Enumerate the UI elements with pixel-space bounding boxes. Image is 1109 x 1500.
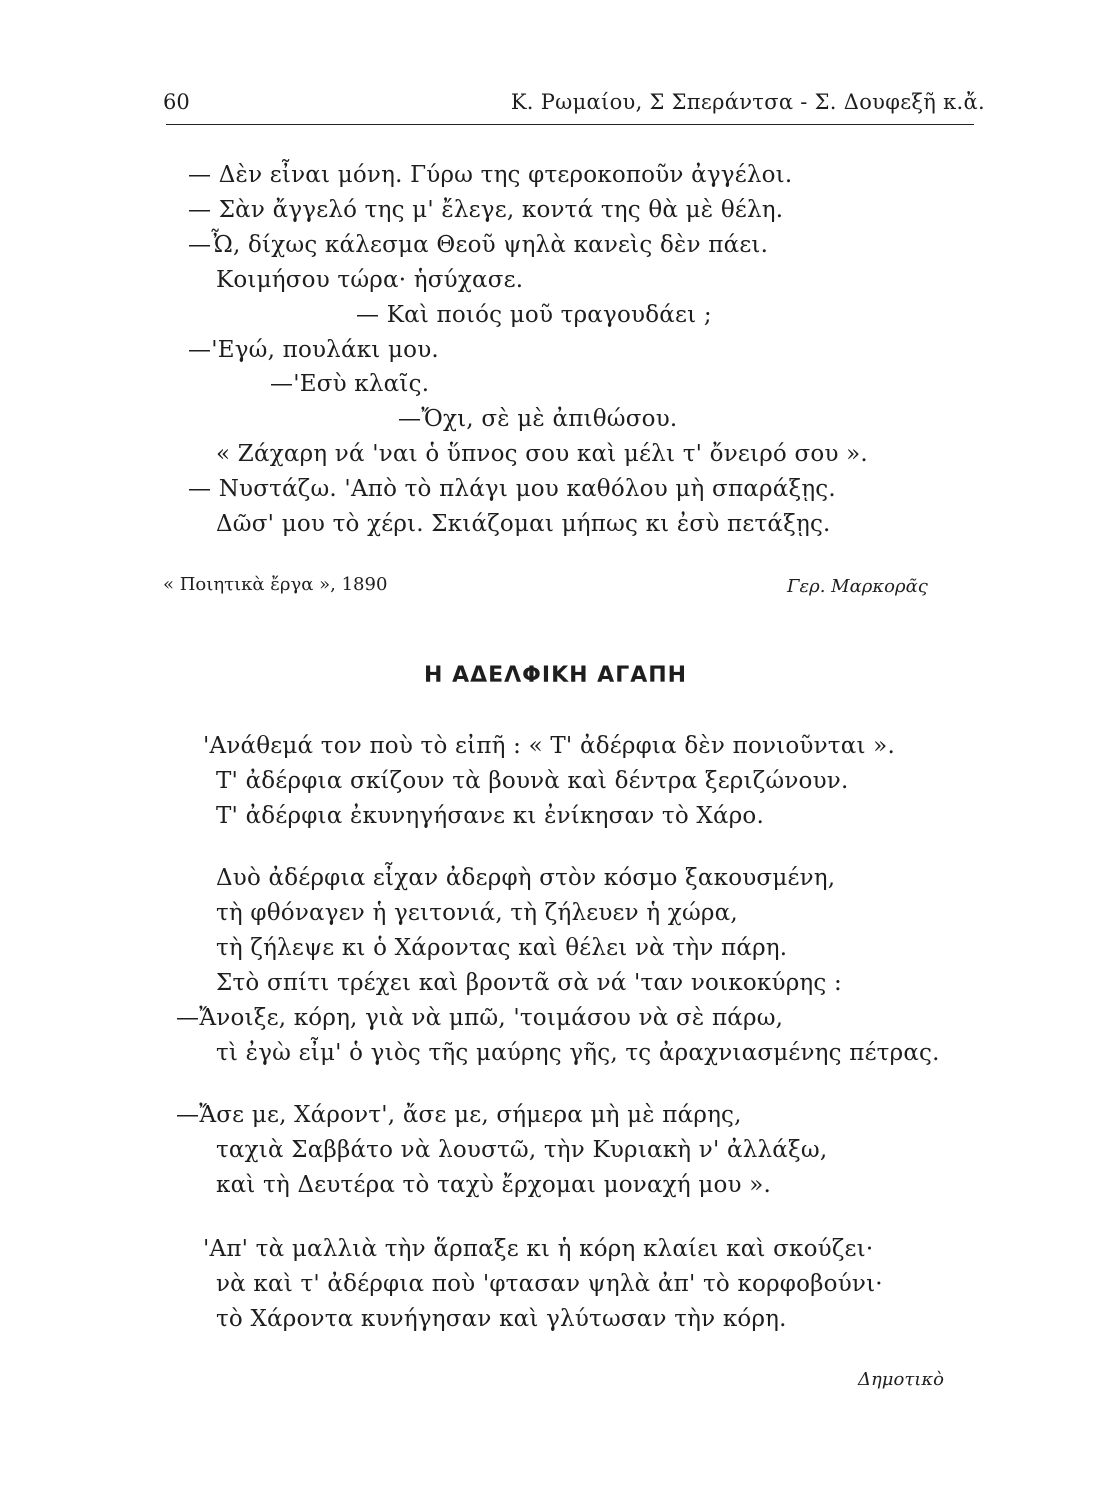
poem-source: « Ποιητικὰ ἔργα », 1890: [163, 574, 388, 595]
poem-line: τὶ ἐγὼ εἶμ' ὁ γιὸς τῆς μαύρης γῆς, τς ἀραχνιασμένης πέτρας.: [216, 1040, 940, 1066]
header-rule: [166, 124, 974, 125]
poem-line: Τ' ἀδέρφια ἐκυνηγήσανε κι ἐνίκησαν τὸ Χάρο.: [216, 803, 764, 829]
page-number: 60: [163, 90, 190, 114]
poem-line: —Ὦ, δίχως κάλεσμα Θεοῦ ψηλὰ κανεὶς δὲν πάει.: [188, 232, 769, 258]
poem-line: 'Ανάθεμά τον ποὺ τὸ εἰπῆ : « Τ' ἀδέρφια δὲν πονιοῦνται ».: [203, 733, 895, 759]
poem-line: 'Απ' τὰ μαλλιὰ τὴν ἅρπαξε κι ἡ κόρη κλαίει καὶ σκούζει·: [203, 1236, 874, 1262]
poem-line: τὸ Χάροντα κυνήγησαν καὶ γλύτωσαν τὴν κόρη.: [216, 1306, 787, 1332]
poem-line: —'Εσὺ κλαῖς.: [270, 371, 430, 397]
poem-line: τὴ φθόναγεν ἡ γειτονιά, τὴ ζήλευεν ἡ χώρα,: [216, 900, 738, 926]
poem-line: καὶ τὴ Δευτέρα τὸ ταχὺ ἔρχομαι μοναχή μου ».: [216, 1172, 771, 1198]
poem-line: —Ἄνοιξε, κόρη, γιὰ νὰ μπῶ, 'τοιμάσου νὰ σὲ πάρω,: [176, 1005, 784, 1031]
poem-line: « Ζάχαρη νά 'ναι ὁ ὕπνος σου καὶ μέλι τ' ὄνειρό σου ».: [216, 441, 868, 467]
poem-line: Τ' ἀδέρφια σκίζουν τὰ βουνὰ καὶ δέντρα ξεριζώνουν.: [216, 768, 849, 794]
poem-line: —Ἄσε με, Χάροντ', ἄσε με, σήμερα μὴ μὲ πάρης,: [176, 1102, 742, 1128]
poem-line: νὰ καὶ τ' ἀδέρφια ποὺ 'φτασαν ψηλὰ ἀπ' τὸ κορφοβούνι·: [216, 1271, 883, 1297]
poem-author: Γερ. Μαρκορᾶς: [787, 576, 928, 597]
poem-line: —'Εγώ, πουλάκι μου.: [188, 337, 439, 363]
running-header: Κ. Ρωμαίου, Σ Σπεράντσα - Σ. Δουφεξῆ κ.ἄ.: [510, 90, 985, 114]
poem-line: τὴ ζήλεψε κι ὁ Χάροντας καὶ θέλει νὰ τὴν πάρη.: [216, 935, 788, 961]
poem-line: Κοιμήσου τώρα· ἡσύχασε.: [216, 267, 524, 293]
poem-line: Δυὸ ἀδέρφια εἶχαν ἀδερφὴ στὸν κόσμο ξακουσμένη,: [216, 865, 836, 891]
poem-line: ταχιὰ Σαββάτο νὰ λουστῶ, τὴν Κυριακὴ ν' ἀλλάξω,: [216, 1137, 828, 1163]
poem-line: — Δὲν εἶναι μόνη. Γύρω της φτεροκοποῦν ἀγγέλοι.: [188, 162, 793, 188]
poem-line: — Καὶ ποιός μοῦ τραγουδάει ;: [356, 302, 712, 328]
section-title: Η ΑΔΕΛΦΙΚΗ ΑΓΑΠΗ: [424, 663, 688, 688]
poem-line: — Νυστάζω. 'Απὸ τὸ πλάγι μου καθόλου μὴ σπαράξῃς.: [188, 476, 836, 502]
poem-line: Στὸ σπίτι τρέχει καὶ βροντᾶ σὰ νά 'ταν νοικοκύρης :: [216, 970, 842, 996]
poem-line: Δῶσ' μου τὸ χέρι. Σκιάζομαι μήπως κι ἐσὺ πετάξῃς.: [216, 511, 831, 537]
poem-line: — Σὰν ἄγγελό της μ' ἔλεγε, κοντά της θὰ μὲ θέλη.: [188, 197, 784, 223]
poem-signature: Δημοτικὸ: [858, 1369, 944, 1390]
poem-line: —Ὄχι, σὲ μὲ ἀπιθώσου.: [398, 406, 678, 432]
